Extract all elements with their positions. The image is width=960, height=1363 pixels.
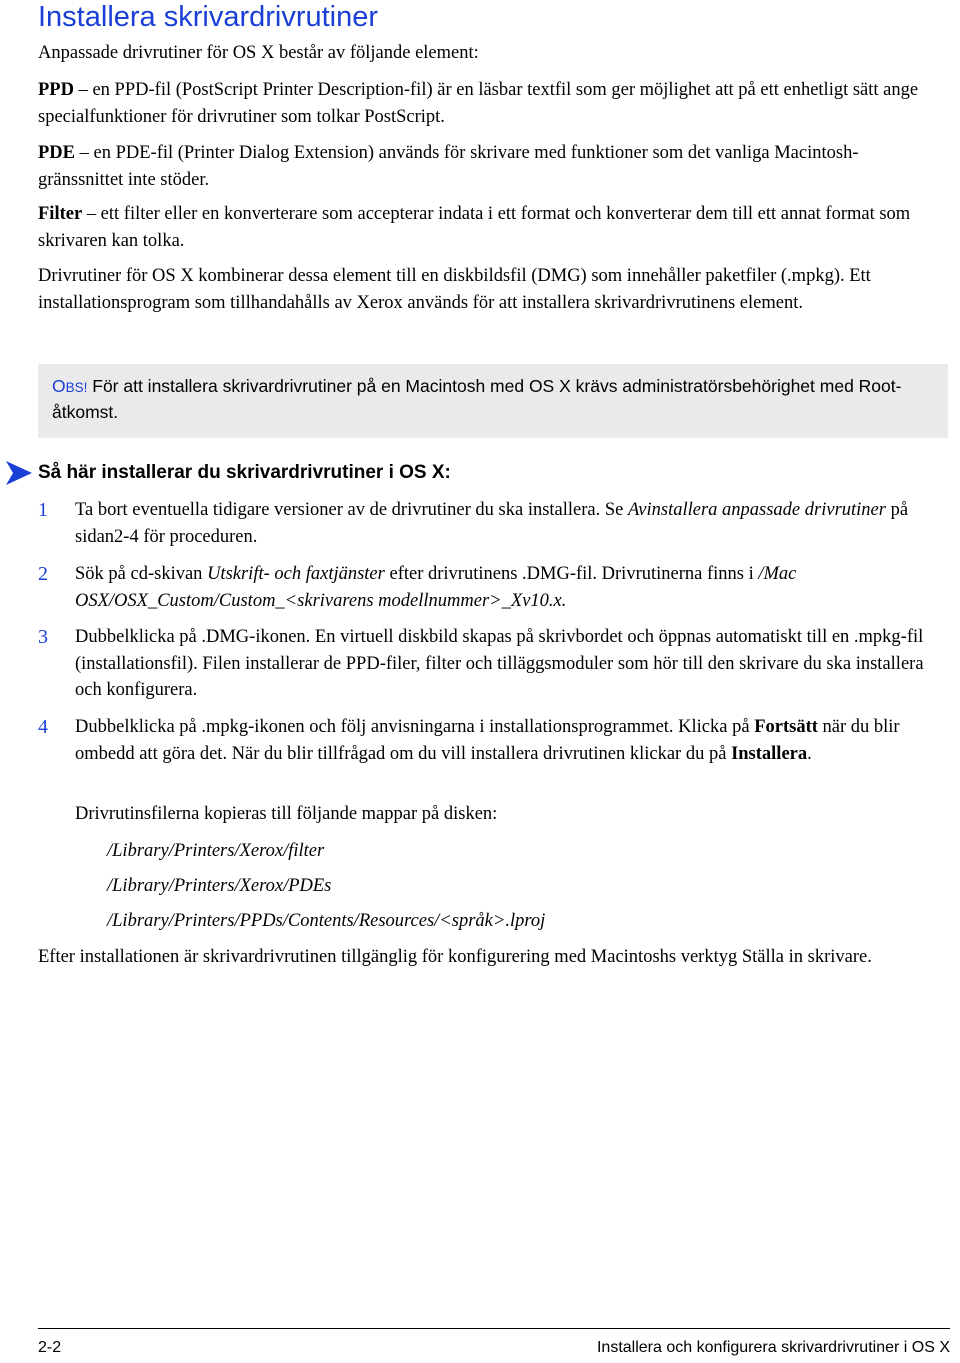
folder-path: /Library/Printers/Xerox/PDEs xyxy=(107,876,332,896)
step-text-part: Dubbelklicka på .mpkg-ikonen och följ anvisningarna i installationsprogrammet. Klicka på xyxy=(75,717,755,737)
step-number: 3 xyxy=(38,626,48,648)
definition-term: PDE xyxy=(38,143,75,163)
step-text-part: Sök på cd-skivan xyxy=(75,564,208,584)
step-text-part: på sidan2-4 för proceduren. xyxy=(75,500,909,547)
procedure-arrow-icon xyxy=(4,459,34,487)
intro-paragraph: Anpassade drivrutiner för OS X består av följande element: xyxy=(38,43,479,63)
cd-name: Utskrift- och faxtjänster xyxy=(207,564,385,584)
step-number: 2 xyxy=(38,563,48,585)
step-1-text xyxy=(75,497,945,550)
step-text-part: Ta bort eventuella tidigare versioner av de drivrutiner du ska installera. Se xyxy=(75,500,628,520)
step-2-text xyxy=(75,561,945,614)
definition-separator: – xyxy=(75,143,94,163)
combine-paragraph: Drivrutiner för OS X kombinerar dessa element till en diskbildsfil (DMG) som innehåller paketfiler (.mpkg). Ett installationsprogram som tillhandahålls av Xerox används för att installera skrivardrivrutinens element. xyxy=(38,266,871,313)
step-text-part: efter drivrutinens .DMG-fil. Drivrutinerna finns i xyxy=(384,564,759,584)
note-body: För att installera skrivardrivrutiner på en Macintosh med OS X krävs administratörsbehörighet med Root-åtkomst. xyxy=(52,376,902,422)
driver-path: /Mac OSX/OSX_Custom/Custom_<skrivarens modellnummer>_Xv10.x. xyxy=(75,564,797,611)
definition-description: en PPD-fil (PostScript Printer Description-fil) är en läsbar textfil som ger möjlighet att på ett enhetligt sätt ange specialfunktioner för drivrutiner som tolkar PostScript. xyxy=(38,80,919,127)
definition-filter xyxy=(38,201,928,254)
definition-description: ett filter eller en konverterare som accepterar indata i ett format och konverterar dem till ett annat format som skrivaren kan tolka. xyxy=(38,204,911,251)
step-number: 1 xyxy=(38,499,48,521)
step-text-part: . xyxy=(807,743,812,764)
definition-ppd xyxy=(38,77,928,130)
definition-description: en PDE-fil (Printer Dialog Extension) används för skrivare med funktioner som det vanliga Macintosh-gränssnittet inte stöder. xyxy=(38,143,859,190)
folder-path: /Library/Printers/PPDs/Contents/Resources/<språk>.lproj xyxy=(107,911,546,931)
folder-path: /Library/Printers/Xerox/filter xyxy=(107,841,325,861)
note-text xyxy=(52,374,942,424)
note-label-initial: O xyxy=(52,376,66,396)
procedure-heading: Så här installerar du skrivardrivrutiner i OS X: xyxy=(38,462,451,483)
cross-reference-link[interactable]: Avinstallera anpassade drivrutiner xyxy=(628,500,886,520)
note-label-rest: BS! xyxy=(65,380,88,395)
copy-intro: Drivrutinsfilerna kopieras till följande mappar på disken: xyxy=(75,804,498,824)
note-label xyxy=(52,376,87,396)
definition-term: Filter xyxy=(38,204,83,224)
button-name-continue: Fortsätt xyxy=(754,717,818,737)
page-title: Installera skrivardrivrutiner xyxy=(38,1,379,33)
definition-pde xyxy=(38,140,928,193)
step-3-text: Dubbelklicka på .DMG-ikonen. En virtuell diskbild skapas på skrivbordet och öppnas automatiskt till en .mpkg-fil (installationsfil). Filen installerar de PPD-filer, filter och tilläggsmoduler som hör till den skrivare du ska installera och konfigurera. xyxy=(75,627,924,700)
step-number: 4 xyxy=(38,716,48,738)
definition-separator: – xyxy=(82,204,101,224)
page-number: 2-2 xyxy=(38,1339,62,1356)
closing-paragraph: Efter installationen är skrivardrivrutinen tillgänglig för konfigurering med Macintoshs verktyg Ställa in skrivare. xyxy=(38,947,872,967)
note-box xyxy=(38,364,948,438)
chapter-title: Installera och konfigurera skrivardrivrutiner i OS X xyxy=(596,1339,950,1356)
definition-term: PPD xyxy=(38,80,74,100)
button-name-install: Installera xyxy=(731,743,808,764)
step-4-text xyxy=(75,714,945,767)
definition-separator: – xyxy=(73,80,93,100)
step-text-part: när du blir ombedd att göra det. När du blir tillfrågad om du vill installera drivrutinen klickar du på xyxy=(75,717,900,764)
footer-divider xyxy=(38,1328,950,1329)
